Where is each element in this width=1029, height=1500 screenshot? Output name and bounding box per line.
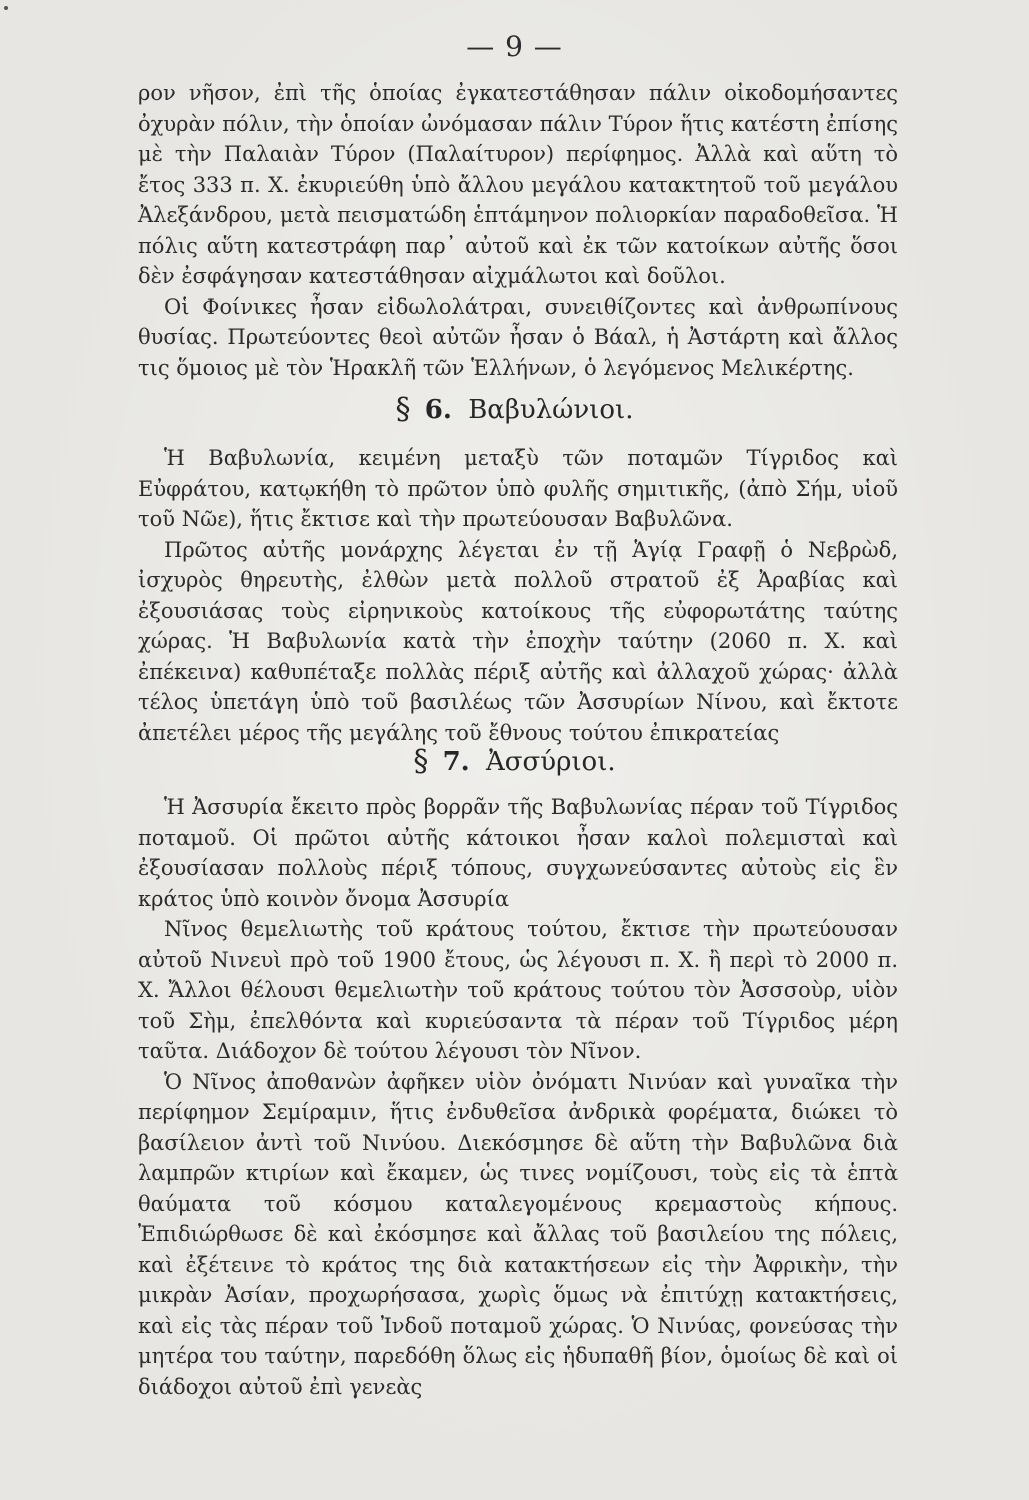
page-number: — 9 — (466, 30, 563, 63)
paragraph: Ὁ Νῖνος ἀποθανὼν ἀφῆκεν υἱὸν ὀνόματι Νινύαν καὶ γυναῖκα τὴν περίφημον Σεμίραμιν, ἥτις ἐνδυθεῖσα ἀνδρικὰ φορέματα, διώκει τὸ βασίλειον ἀντὶ τοῦ Νινύου. Διεκόσμησε δὲ αὕτη τὴν Βαβυλῶνα διὰ λαμπρῶν κτιρίων καὶ ἔκαμεν, ὡς τινες νομίζουσι, τοὺς εἰς τὰ ἑπτὰ θαύματα τοῦ κόσμου καταλεγομένους κρεμαστοὺς κήπους. Ἐπιδιώρθωσε δὲ καὶ ἐκόσμησε καὶ ἄλλας τοῦ βασιλείου της πόλεις, καὶ ἐξέτεινε τὸ κράτος της διὰ κατακτήσεων εἰς τὴν Ἀφρικὴν, τὴν μικρὰν Ἀσίαν, προχωρήσασα, χωρὶς ὅμως νὰ ἐπιτύχῃ κατακτήσεις, καὶ εἰς τὰς πέραν τοῦ Ἰνδοῦ ποταμοῦ χώρας. Ὁ Νινύας, φονεύσας τὴν μητέρα του ταύτην, παρεδόθη ὅλως εἰς ἡδυπαθῆ βίον, ὁμοίως δὲ καὶ οἱ διάδοχοι αὐτοῦ ἐπὶ γενεὰς (138, 1069, 898, 1399)
section-body-7 (138, 792, 898, 1402)
section-title: Ἀσσύριοι. (486, 747, 616, 777)
paragraph: Πρῶτος αὐτῆς μονάρχης λέγεται ἐν τῇ Ἁγίᾳ Γραφῇ ὁ Νεβρὼδ, ἰσχυρὸς θηρευτὴς, ἐλθὼν μετὰ πολλοῦ στρατοῦ ἐξ Ἀραβίας καὶ ἐξουσιάσας τοὺς εἰρηνικοὺς κατοίκους τῆς εὐφορωτάτης ταύτης χώρας. Ἡ Βαβυλωνία κατὰ τὴν ἐποχὴν ταύτην (2060 π. Χ. καὶ ἐπέκεινα) καθυπέταξε πολλὰς πέριξ αὐτῆς καὶ ἀλλαχοῦ χώρας· ἀλλὰ τέλος ὑπετάγη ὑπὸ τοῦ βασιλέως τῶν Ἀσσυρίων Νίνου, καὶ ἔκτοτε ἀπετέλει μέρος τῆς μεγάλης τοῦ ἔθνους τούτου ἐπικρατείας (138, 537, 898, 745)
paragraph: Νῖνος θεμελιωτὴς τοῦ κράτους τούτου, ἔκτισε τὴν πρωτεύουσαν αὐτοῦ Νινευὶ πρὸ τοῦ 1900 ἔτους, ὡς λέγουσι π. Χ. ἢ περὶ τὸ 2000 π. Χ. Ἄλλοι θέλουσι θεμελιωτὴν τοῦ κράτους τούτου τὸν Ἀσσσοὺρ, υἱὸν τοῦ Σὴμ, ἐπελθόντα καὶ κυριεύσαντα τὰ πέραν τοῦ Τίγριδος μέρη ταῦτα. Διάδοχον δὲ τούτου λέγουσι τὸν Νῖνον. (138, 917, 898, 1063)
section-number: 6. (424, 395, 452, 425)
section-number: 7. (442, 747, 470, 777)
section-title: Βαβυλώνιοι. (468, 395, 634, 425)
section-heading-7 (0, 744, 1029, 779)
paragraph: Ἡ Ἀσσυρία ἔκειτο πρὸς βορρᾶν τῆς Βαβυλωνίας πέραν τοῦ Τίγριδος ποταμοῦ. Οἱ πρῶτοι αὐτῆς κάτοικοι ἦσαν καλοὶ πολεμισταὶ καὶ ἐξουσίασαν πολλοὺς πέριξ τόπους, συγχωνεύσαντες αὐτοὺς εἰς ἓν κράτος ὑπὸ κοινὸν ὄνομα Ἀσσυρία (138, 795, 898, 911)
continuation-text (138, 78, 898, 383)
paragraph: ρον νῆσον, ἐπὶ τῆς ὁποίας ἐγκατεστάθησαν πάλιν οἰκοδομήσαντες ὀχυρὰν πόλιν, τὴν ὁποίαν ὠνόμασαν πάλιν Τύρον ἥτις κατέστη ἐπίσης μὲ τὴν Παλαιὰν Τύρον (Παλαίτυρον) περίφημος. Ἀλλὰ καὶ αὕτη τὸ ἔτος 333 π. Χ. ἐκυριεύθη ὑπὸ ἄλλου μεγάλου κατακτητοῦ τοῦ μεγάλου Ἀλεξάνδρου, μετὰ πεισματώδη ἑπτάμηνον πολιορκίαν παραδοθεῖσα. Ἡ πόλις αὕτη κατεστράφη παρ᾽ αὐτοῦ καὶ ἐκ τῶν κατοίκων αὐτῆς ὅσοι δὲν ἐσφάγησαν κατεστάθησαν αἰχμάλωτοι καὶ δοῦλοι. (138, 81, 898, 288)
paragraph: Οἱ Φοίνικες ἦσαν εἰδωλολάτραι, συνειθίζοντες καὶ ἀνθρωπίνους θυσίας. Πρωτεύοντες θεοὶ αὐτῶν ἦσαν ὁ Βάαλ, ἡ Ἀστάρτη καὶ ἄλλος τις ὅμοιος μὲ τὸν Ἡρακλῆ τῶν Ἑλλήνων, ὁ λεγόμενος Μελικέρτης. (138, 294, 898, 380)
paragraph: Ἡ Βαβυλωνία, κειμένη μεταξὺ τῶν ποταμῶν Τίγριδος καὶ Εὐφράτου, κατῳκήθη τὸ πρῶτον ὑπὸ φυλῆς σημιτικῆς, (ἀπὸ Σήμ, υἱοῦ τοῦ Νῶε), ἥτις ἔκτισε καὶ τὴν πρωτεύουσαν Βαβυλῶνα. (138, 446, 898, 531)
section-body-6 (138, 443, 898, 748)
section-symbol: § (413, 744, 429, 779)
ink-speck (4, 6, 8, 10)
section-symbol: § (395, 392, 411, 427)
section-heading-6 (0, 392, 1029, 427)
